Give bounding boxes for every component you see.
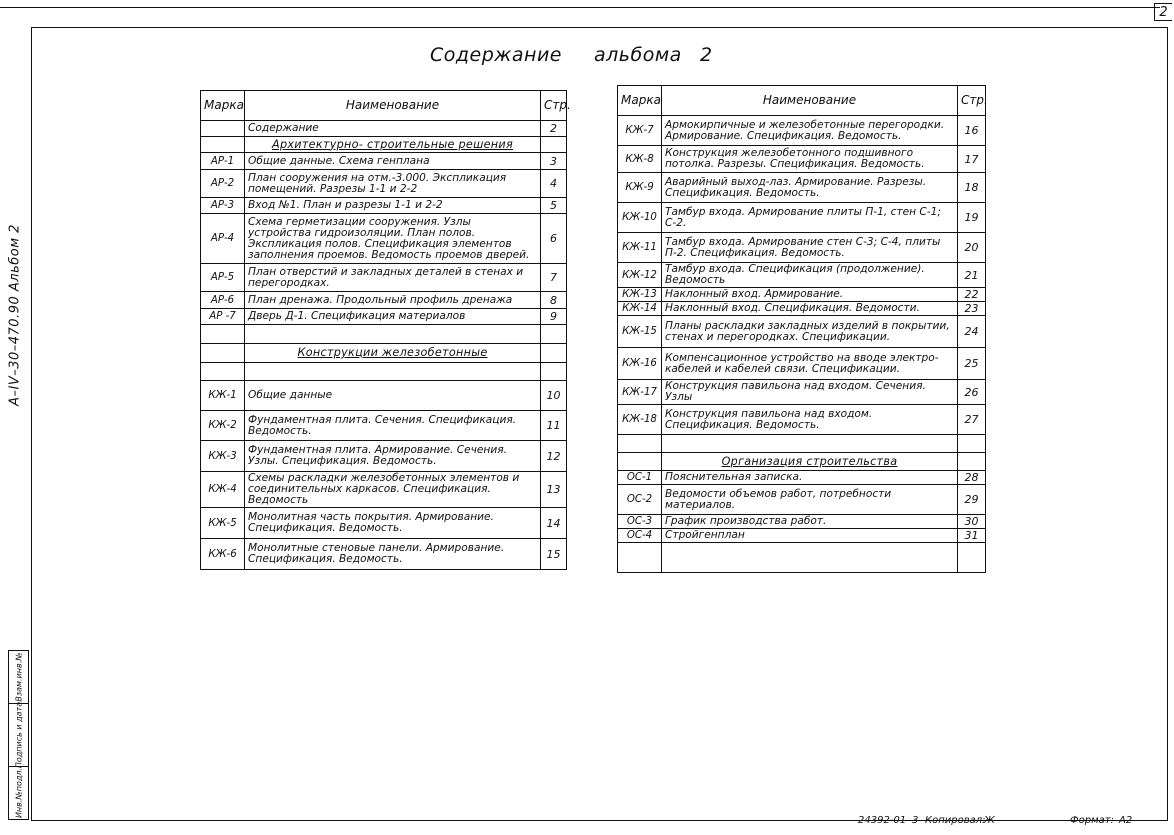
sheet-number: 2 bbox=[1154, 3, 1172, 21]
table-row bbox=[201, 198, 567, 214]
table-row bbox=[618, 529, 986, 543]
copied-label: Копировал: bbox=[925, 815, 986, 826]
header-page: Стр. bbox=[541, 91, 567, 121]
row-name: Вход №1. План и разрезы 1-1 и 2-2 bbox=[245, 198, 541, 214]
order-number: 24392-01 bbox=[858, 815, 907, 826]
row-name: Общие данные. Схема генплана bbox=[245, 153, 541, 170]
format-value: А2 bbox=[1119, 815, 1133, 826]
row-code: ОС-1 bbox=[618, 471, 662, 485]
row-name: Конструкция павильона над входом. Сечения. Узлы bbox=[662, 380, 958, 405]
row-page: 31 bbox=[958, 529, 986, 543]
side-label bbox=[2, 175, 28, 455]
row-name: Схема герметизации сооружения. Узлы устройства гидроизоляции. План полов. Экспликация полов. Спецификация элементов заполнения проемов. Ведомость проемов дверей. bbox=[245, 214, 541, 264]
row-code bbox=[618, 543, 662, 573]
title-word-1: Содержание bbox=[430, 44, 562, 66]
row-code: КЖ-15 bbox=[618, 316, 662, 348]
format-label: Формат: bbox=[1070, 815, 1114, 826]
row-code: АР-5 bbox=[201, 264, 245, 292]
header-code: Марка bbox=[618, 86, 662, 116]
contents-table-right bbox=[617, 85, 986, 573]
row-name: Дверь Д-1. Спецификация материалов bbox=[245, 309, 541, 325]
row-code: АР-3 bbox=[201, 198, 245, 214]
table-row bbox=[618, 543, 986, 573]
table-row bbox=[201, 170, 567, 198]
row-name: Содержание bbox=[245, 121, 541, 137]
table-row bbox=[618, 316, 986, 348]
row-name: Компенсационное устройство на вводе электро-кабелей и кабелей связи. Спецификации. bbox=[662, 348, 958, 380]
table-row bbox=[618, 471, 986, 485]
row-code bbox=[201, 325, 245, 344]
row-page: 23 bbox=[958, 302, 986, 316]
row-code bbox=[618, 435, 662, 453]
row-code: КЖ-7 bbox=[618, 116, 662, 146]
table-row bbox=[618, 485, 986, 515]
row-page: 10 bbox=[541, 381, 567, 411]
row-page: 24 bbox=[958, 316, 986, 348]
row-page bbox=[541, 363, 567, 381]
row-code: КЖ-17 bbox=[618, 380, 662, 405]
table-row bbox=[201, 292, 567, 309]
table-row bbox=[618, 146, 986, 173]
row-code: КЖ-8 bbox=[618, 146, 662, 173]
row-code: КЖ-12 bbox=[618, 263, 662, 288]
row-name: Общие данные bbox=[245, 381, 541, 411]
row-name: Аварийный выход-лаз. Армирование. Разрезы. Спецификация. Ведомость. bbox=[662, 173, 958, 203]
row-code bbox=[201, 363, 245, 381]
table-row bbox=[618, 435, 986, 453]
section-title-text: Конструкции железобетонные bbox=[297, 346, 488, 359]
table-header-row bbox=[618, 86, 986, 116]
row-name: Монолитные стеновые панели. Армирование. Спецификация. Ведомость. bbox=[245, 539, 541, 570]
row-name: График производства работ. bbox=[662, 515, 958, 529]
copied-signature: Ж bbox=[984, 815, 995, 826]
row-code: КЖ-6 bbox=[201, 539, 245, 570]
row-code: КЖ-16 bbox=[618, 348, 662, 380]
top-border-line bbox=[0, 7, 1160, 8]
row-name: Пояснительная записка. bbox=[662, 471, 958, 485]
stamp-signature: Подпись и дата bbox=[14, 701, 23, 768]
row-code: КЖ-14 bbox=[618, 302, 662, 316]
row-code: ОС-3 bbox=[618, 515, 662, 529]
section-title-text: Архитектурно- строительные решения bbox=[271, 137, 514, 151]
row-code: КЖ-9 bbox=[618, 173, 662, 203]
row-code bbox=[201, 121, 245, 137]
row-name: Планы раскладки закладных изделий в покрытии, стенах и перегородках. Спецификации. bbox=[662, 316, 958, 348]
table-row bbox=[201, 325, 567, 344]
table-row bbox=[201, 137, 567, 153]
title-word-2: альбома bbox=[594, 44, 682, 66]
row-code: КЖ-1 bbox=[201, 381, 245, 411]
table-row bbox=[618, 348, 986, 380]
row-name: Армокирпичные и железобетонные перегородки. Армирование. Спецификация. Ведомость. bbox=[662, 116, 958, 146]
row-name: Стройгенплан bbox=[662, 529, 958, 543]
table-row bbox=[201, 309, 567, 325]
row-code: КЖ-18 bbox=[618, 405, 662, 435]
table-row bbox=[618, 263, 986, 288]
table-row bbox=[618, 173, 986, 203]
row-page: 19 bbox=[958, 203, 986, 233]
section-title bbox=[245, 344, 541, 363]
row-page bbox=[541, 344, 567, 363]
row-page: 21 bbox=[958, 263, 986, 288]
table-row bbox=[201, 411, 567, 441]
row-page: 8 bbox=[541, 292, 567, 309]
table-row bbox=[201, 214, 567, 264]
row-page: 9 bbox=[541, 309, 567, 325]
row-code: КЖ-5 bbox=[201, 508, 245, 539]
table-row bbox=[201, 344, 567, 363]
row-name: Тамбур входа. Армирование стен С-3; С-4, плиты П-2. Спецификация. Ведомость. bbox=[662, 233, 958, 263]
row-code bbox=[618, 453, 662, 471]
row-page: 14 bbox=[541, 508, 567, 539]
page-number: 3 bbox=[912, 815, 919, 826]
header-code: Марка bbox=[201, 91, 245, 121]
row-code: ОС-4 bbox=[618, 529, 662, 543]
row-page: 26 bbox=[958, 380, 986, 405]
row-name: Тамбур входа. Армирование плиты П-1, стен С-1; С-2. bbox=[662, 203, 958, 233]
row-code: АР-1 bbox=[201, 153, 245, 170]
row-name bbox=[245, 363, 541, 381]
row-page: 25 bbox=[958, 348, 986, 380]
table-row bbox=[201, 539, 567, 570]
table-row bbox=[201, 264, 567, 292]
row-code: КЖ-3 bbox=[201, 441, 245, 472]
row-code: АР-4 bbox=[201, 214, 245, 264]
table-row bbox=[618, 302, 986, 316]
stamp-original: Инв.№подл. bbox=[14, 767, 23, 818]
section-title-text: Организация строительства bbox=[721, 454, 898, 468]
row-name: План дренажа. Продольный профиль дренажа bbox=[245, 292, 541, 309]
row-name: Наклонный вход. Спецификация. Ведомости. bbox=[662, 302, 958, 316]
title-number: 2 bbox=[700, 44, 713, 66]
row-page: 30 bbox=[958, 515, 986, 529]
row-page: 27 bbox=[958, 405, 986, 435]
stamp-inventory: Взам.инв.№ bbox=[14, 652, 23, 702]
row-page: 4 bbox=[541, 170, 567, 198]
table-row bbox=[618, 288, 986, 302]
row-name: План отверстий и закладных деталей в стенах и перегородках. bbox=[245, 264, 541, 292]
row-name: Фундаментная плита. Армирование. Сечения. Узлы. Спецификация. Ведомость. bbox=[245, 441, 541, 472]
row-code: КЖ-13 bbox=[618, 288, 662, 302]
row-page: 15 bbox=[541, 539, 567, 570]
row-page: 11 bbox=[541, 411, 567, 441]
row-name: План сооружения на отм.-3.000. Экспликация помещений. Разрезы 1-1 и 2-2 bbox=[245, 170, 541, 198]
row-page: 20 bbox=[958, 233, 986, 263]
table-row bbox=[201, 508, 567, 539]
row-page bbox=[958, 435, 986, 453]
row-page: 16 bbox=[958, 116, 986, 146]
row-name: Конструкция железобетонного подшивного потолка. Разрезы. Спецификация. Ведомость. bbox=[662, 146, 958, 173]
row-name bbox=[245, 325, 541, 344]
table-row bbox=[201, 472, 567, 508]
table-row bbox=[618, 453, 986, 471]
table-row bbox=[618, 515, 986, 529]
row-page: 6 bbox=[541, 214, 567, 264]
row-name: Монолитная часть покрытия. Армирование. Спецификация. Ведомость. bbox=[245, 508, 541, 539]
row-name bbox=[662, 543, 958, 573]
row-page bbox=[958, 543, 986, 573]
table-row bbox=[618, 233, 986, 263]
table-header-row bbox=[201, 91, 567, 121]
row-name bbox=[662, 435, 958, 453]
row-code: КЖ-10 bbox=[618, 203, 662, 233]
section-title bbox=[662, 453, 958, 471]
table-row bbox=[618, 116, 986, 146]
row-name: Фундаментная плита. Сечения. Спецификация. Ведомость. bbox=[245, 411, 541, 441]
table-row bbox=[201, 381, 567, 411]
row-page: 5 bbox=[541, 198, 567, 214]
row-page: 7 bbox=[541, 264, 567, 292]
row-page: 22 bbox=[958, 288, 986, 302]
header-name: Наименование bbox=[662, 86, 958, 116]
row-page: 29 bbox=[958, 485, 986, 515]
table-row bbox=[618, 203, 986, 233]
section-title bbox=[245, 137, 541, 153]
row-page: 17 bbox=[958, 146, 986, 173]
row-page: 28 bbox=[958, 471, 986, 485]
row-code: АР-2 bbox=[201, 170, 245, 198]
table-row bbox=[618, 380, 986, 405]
row-page bbox=[958, 453, 986, 471]
header-page: Стр. bbox=[958, 86, 986, 116]
row-code: АР -7 bbox=[201, 309, 245, 325]
table-row bbox=[201, 363, 567, 381]
row-name: Схемы раскладки железобетонных элементов и соединительных каркасов. Спецификация. Ведомость bbox=[245, 472, 541, 508]
table-row bbox=[201, 441, 567, 472]
row-name: Наклонный вход. Армирование. bbox=[662, 288, 958, 302]
approval-stamp bbox=[8, 650, 29, 820]
row-code bbox=[201, 344, 245, 363]
row-code: ОС-2 bbox=[618, 485, 662, 515]
row-code: КЖ-11 bbox=[618, 233, 662, 263]
table-row bbox=[618, 405, 986, 435]
side-label-text: А–IV–30–470.90 Альбом 2 bbox=[7, 224, 23, 406]
row-name: Конструкция павильона над входом. Спецификация. Ведомость. bbox=[662, 405, 958, 435]
header-name: Наименование bbox=[245, 91, 541, 121]
row-page: 12 bbox=[541, 441, 567, 472]
contents-table-left bbox=[200, 90, 571, 570]
row-page: 18 bbox=[958, 173, 986, 203]
row-page: 2 bbox=[541, 121, 567, 137]
row-code: АР-6 bbox=[201, 292, 245, 309]
row-page: 3 bbox=[541, 153, 567, 170]
row-page bbox=[541, 137, 567, 153]
row-name: Ведомости объемов работ, потребности материалов. bbox=[662, 485, 958, 515]
table-row bbox=[201, 121, 567, 137]
row-code: КЖ-2 bbox=[201, 411, 245, 441]
row-page: 13 bbox=[541, 472, 567, 508]
row-page bbox=[541, 325, 567, 344]
row-code: КЖ-4 bbox=[201, 472, 245, 508]
table-row bbox=[201, 153, 567, 170]
row-name: Тамбур входа. Спецификация (продолжение). Ведомость bbox=[662, 263, 958, 288]
row-code bbox=[201, 137, 245, 153]
